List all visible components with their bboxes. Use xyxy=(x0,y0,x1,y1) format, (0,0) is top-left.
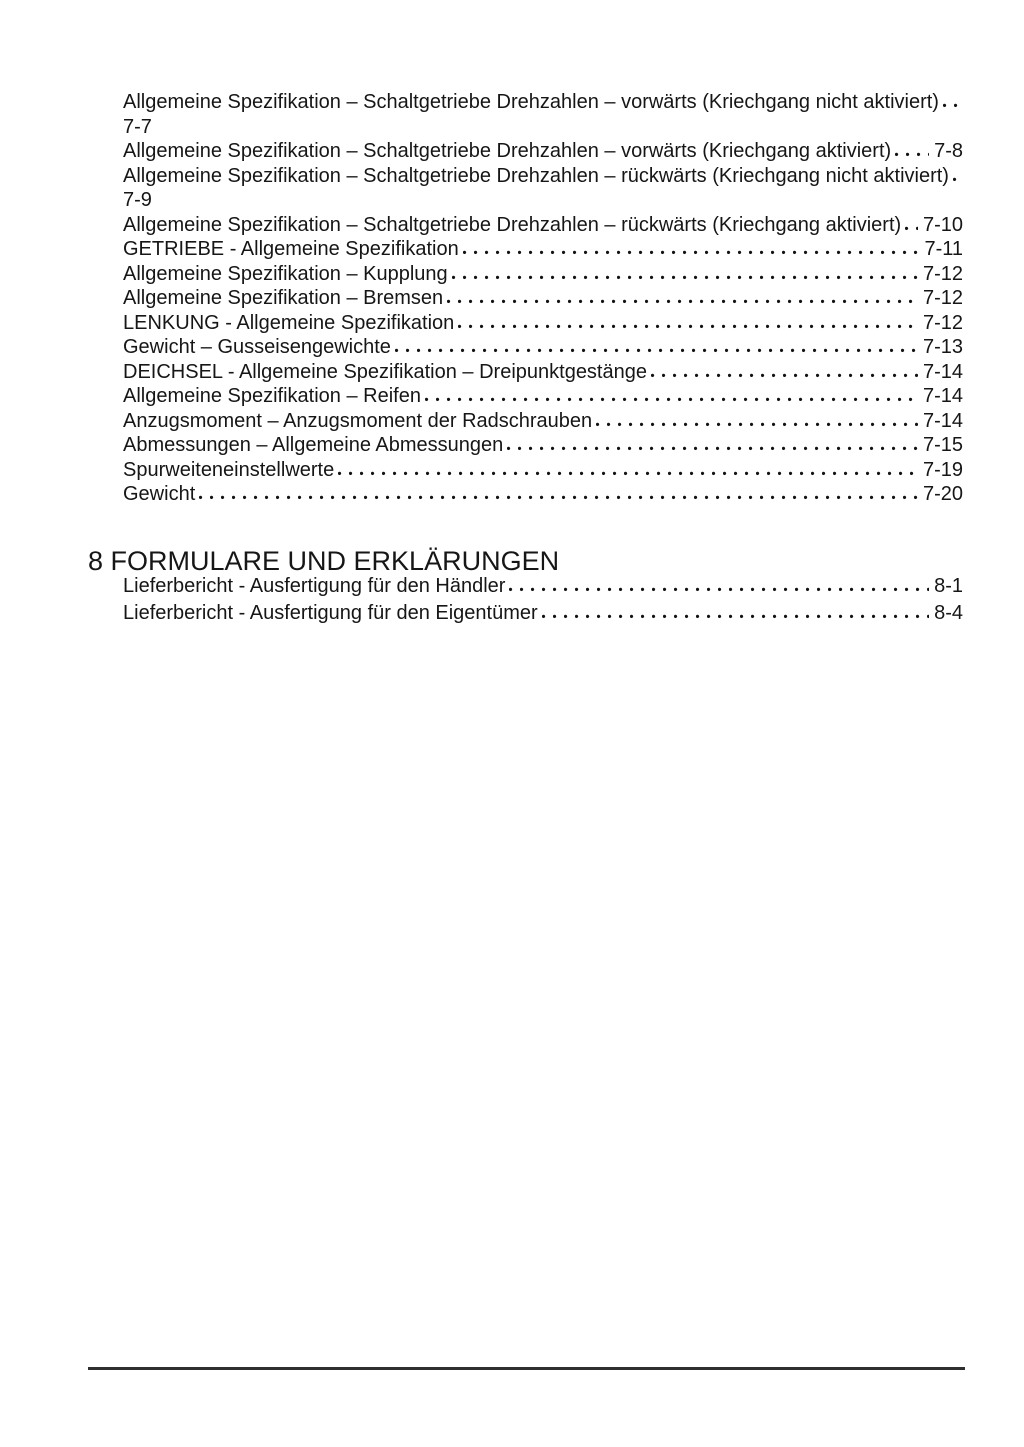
dot-leader-line xyxy=(463,250,920,255)
toc-entry-page: 7-15 xyxy=(922,434,963,456)
toc-entry-page: 7-10 xyxy=(922,213,963,236)
toc-entry-page: 7-13 xyxy=(922,336,963,358)
toc-entry xyxy=(123,458,963,483)
toc-entry-title: GETRIEBE - Allgemeine Spezifikation xyxy=(123,238,459,260)
toc-entry-title: Lieferbericht - Ausfertigung für den Eigentümer xyxy=(123,602,538,624)
toc-entry xyxy=(123,262,963,287)
toc-entry xyxy=(123,335,963,360)
toc-entry-page: 7-14 xyxy=(922,360,963,383)
dot-leader-line xyxy=(447,299,918,304)
toc-entry-title: Allgemeine Spezifikation – Schaltgetriebe Drehzahlen – rückwärts (Kriechgang nicht aktiviert) xyxy=(123,164,949,187)
toc-entry xyxy=(123,311,963,336)
toc-entry-title: Allgemeine Spezifikation – Bremsen xyxy=(123,287,444,309)
toc-entry-title: DEICHSEL - Allgemeine Spezifikation – Dreipunktgestänge xyxy=(123,360,647,383)
footer-rule xyxy=(88,1367,965,1370)
toc-entry-title: Allgemeine Spezifikation – Schaltgetriebe Drehzahlen – vorwärts (Kriechgang aktiviert) xyxy=(123,140,892,162)
toc-entry-page: 7-12 xyxy=(922,287,963,309)
toc-entry-title: Anzugsmoment – Anzugsmoment der Radschrauben xyxy=(123,409,593,432)
toc-entry-title: Abmessungen – Allgemeine Abmessungen xyxy=(123,434,504,456)
dot-leader-line xyxy=(425,397,918,402)
toc-entry-page: 7-19 xyxy=(922,458,963,481)
toc-entry-page: 8-4 xyxy=(934,602,963,624)
dot-leader-line xyxy=(905,226,918,231)
toc-entry-page: 8-1 xyxy=(934,574,963,597)
toc-section xyxy=(123,90,963,507)
toc-entry-title: Gewicht xyxy=(123,483,196,505)
toc-section xyxy=(88,545,963,628)
toc-entry-title: LENKUNG - Allgemeine Spezifikation xyxy=(123,311,455,334)
toc-entry xyxy=(123,286,963,311)
dot-leader-line xyxy=(953,177,958,182)
dot-leader-line xyxy=(651,373,918,378)
toc-entry xyxy=(123,433,963,458)
dot-leader-line xyxy=(542,614,929,619)
dot-leader-line xyxy=(395,348,918,353)
toc-entry xyxy=(123,360,963,385)
toc-entry-page: 7-12 xyxy=(922,311,963,334)
dot-leader-line xyxy=(943,103,958,108)
toc-entry xyxy=(123,482,963,507)
toc-entry xyxy=(123,164,963,213)
toc-entry-page: 7-11 xyxy=(924,238,963,260)
toc-entry-title: Spurweiteneinstellwerte xyxy=(123,458,335,481)
dot-leader-line xyxy=(596,422,918,427)
toc-entry xyxy=(123,573,963,601)
toc-entry xyxy=(123,600,963,628)
dot-leader-line xyxy=(895,152,929,157)
toc-entry-page: 7-9 xyxy=(123,189,152,211)
dot-leader-line xyxy=(338,471,918,476)
toc xyxy=(88,90,963,628)
toc-entry-title: Lieferbericht - Ausfertigung für den Händler xyxy=(123,574,506,597)
toc-entry xyxy=(123,213,963,238)
toc-entry-page: 7-12 xyxy=(922,262,963,285)
toc-entry xyxy=(123,139,963,164)
section-heading: 8 FORMULARE UND ERKLÄRUNGEN xyxy=(88,545,560,576)
dot-leader-line xyxy=(458,324,918,329)
dot-leader-line xyxy=(452,275,918,280)
toc-entry xyxy=(123,237,963,262)
toc-entry-page: 7-14 xyxy=(922,409,963,432)
toc-entry-title: Allgemeine Spezifikation – Kupplung xyxy=(123,262,448,285)
toc-entry-page: 7-7 xyxy=(123,115,152,138)
toc-entry xyxy=(123,384,963,409)
toc-entry-title: Allgemeine Spezifikation – Schaltgetriebe Drehzahlen – rückwärts (Kriechgang aktiviert) xyxy=(123,213,902,236)
toc-entry-title: Allgemeine Spezifikation – Reifen xyxy=(123,385,421,407)
toc-entry-page: 7-8 xyxy=(934,140,963,162)
toc-entry-page: 7-20 xyxy=(922,483,963,505)
dot-leader-line xyxy=(507,446,918,451)
dot-leader-line xyxy=(509,587,929,592)
toc-entry-title: Allgemeine Spezifikation – Schaltgetriebe Drehzahlen – vorwärts (Kriechgang nicht aktiviert) xyxy=(123,91,939,113)
toc-entry xyxy=(123,90,963,139)
dot-leader-line xyxy=(199,495,918,500)
toc-entry-title: Gewicht – Gusseisengewichte xyxy=(123,336,391,358)
toc-entry xyxy=(123,409,963,434)
toc-entry-page: 7-14 xyxy=(922,385,963,407)
